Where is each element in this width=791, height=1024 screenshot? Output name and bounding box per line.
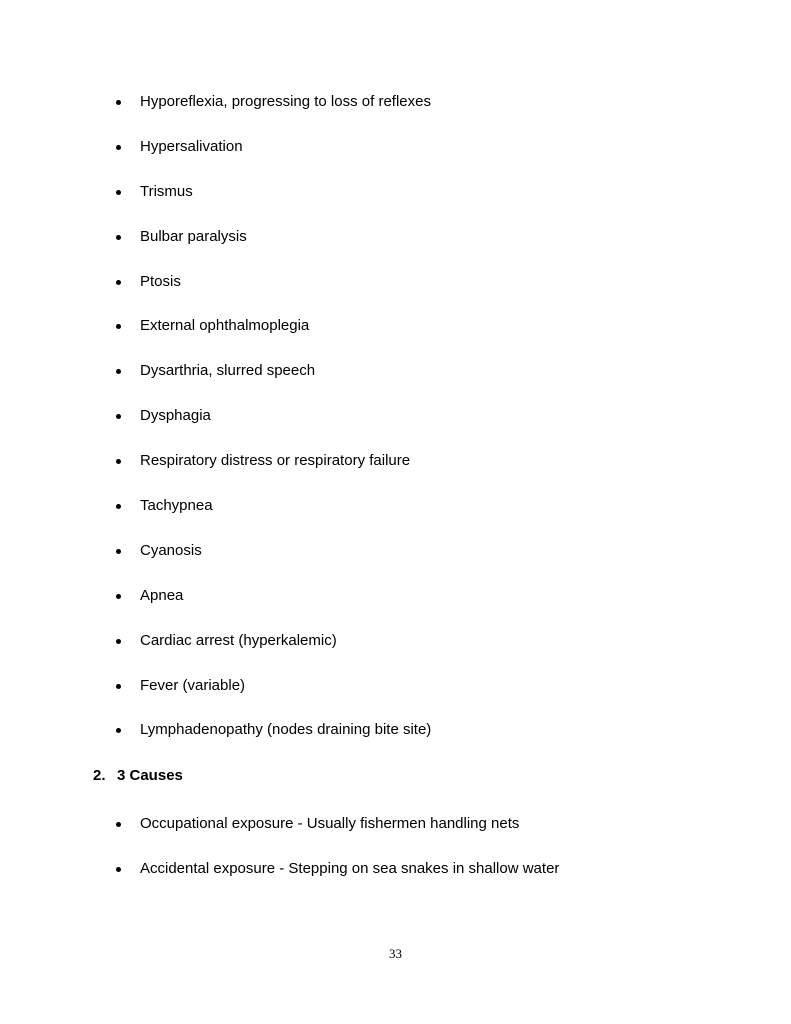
bullet-icon [116,324,121,329]
bullet-icon [116,280,121,285]
symptom-text: Apnea [140,586,184,604]
bullet-icon [116,594,121,599]
cause-text: Occupational exposure - Usually fishermen handling nets [140,815,520,832]
symptom-text: Tachypnea [140,497,213,515]
section-number: 2. [93,767,106,784]
symptom-text: Lymphadenopathy (nodes draining bite site) [140,721,432,739]
symptom-text: Ptosis [140,272,181,290]
symptom-text: Dysphagia [140,407,211,425]
symptom-text: Dysarthria, slurred speech [140,362,316,380]
bullet-icon [116,728,121,733]
page-number: 33 [389,946,402,961]
symptom-text: Hypersalivation [140,137,243,155]
symptom-text: Respiratory distress or respiratory failure [140,452,411,470]
symptom-text: Fever (variable) [140,676,246,694]
bullet-icon [116,504,121,509]
symptom-text: Hyporeflexia, progressing to loss of reflexes [140,93,431,110]
bullet-icon [116,639,121,644]
bullet-icon [116,549,121,554]
symptom-text: Bulbar paralysis [140,227,247,245]
bullet-icon [116,100,121,105]
symptom-text: Trismus [140,182,193,200]
bullet-icon [116,235,121,240]
cause-text: Accidental exposure - Stepping on sea snakes in shallow water [140,859,560,877]
bullet-icon [116,822,121,827]
symptom-text: Cyanosis [140,541,202,559]
bullet-icon [116,145,121,150]
bullet-icon [116,459,121,464]
bullet-icon [116,684,121,689]
bullet-icon [116,190,121,195]
symptom-text: Cardiac arrest (hyperkalemic) [140,631,337,649]
section-heading [93,767,183,785]
section-title: 3 Causes [117,767,183,784]
bullet-icon [116,369,121,374]
symptom-text: External ophthalmoplegia [140,317,310,335]
bullet-icon [116,867,121,872]
bullet-icon [116,414,121,419]
